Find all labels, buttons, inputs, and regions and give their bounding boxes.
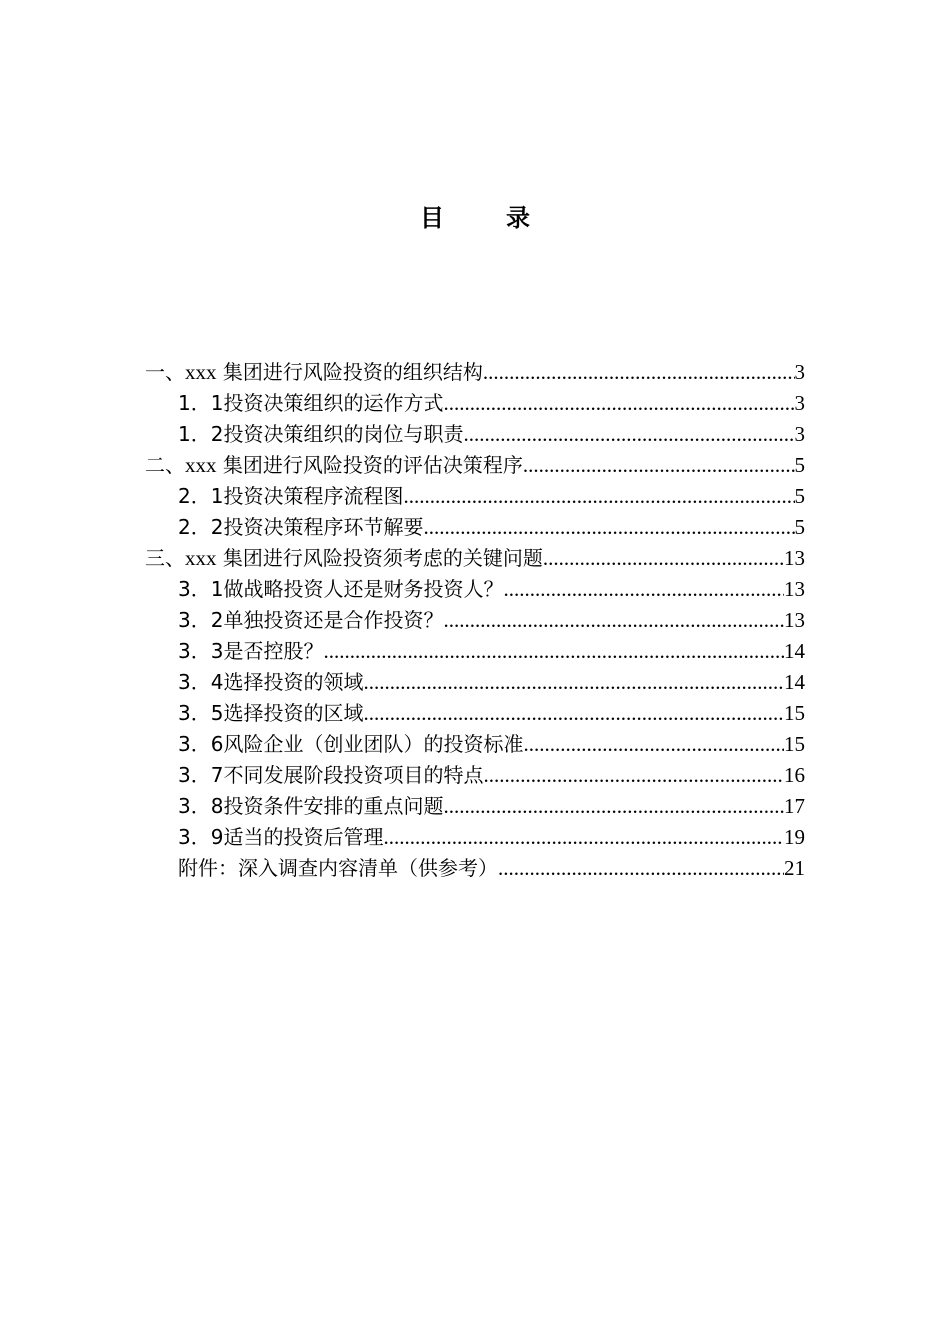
toc-entry-label: 选择投资的领域: [223, 670, 364, 694]
toc-entry[interactable]: [178, 760, 805, 791]
toc-entry-text: [178, 698, 363, 729]
toc-entry[interactable]: [178, 636, 805, 667]
toc-page-number: 21: [784, 856, 805, 880]
toc-entry-label: 投资决策程序流程图: [223, 484, 404, 508]
toc-entry-label: 集团进行风险投资的组织结构: [222, 360, 483, 384]
toc-entry-prefix: 二、: [145, 453, 185, 477]
toc-entry-latin: xxx: [185, 453, 217, 477]
toc-entry[interactable]: [178, 822, 805, 853]
toc-entry-text: [145, 543, 543, 574]
toc-page-number: 3: [794, 391, 805, 415]
toc-entry[interactable]: [178, 481, 805, 512]
toc-leader-dots: [523, 450, 795, 481]
toc-entry-text: [178, 605, 443, 636]
toc-page-number: 19: [784, 825, 805, 849]
toc-entry[interactable]: [145, 450, 805, 481]
toc-entry-prefix: 三、: [145, 546, 185, 570]
toc-entry-label: 投资决策组织的运作方式: [223, 391, 444, 415]
toc-entry[interactable]: [178, 574, 805, 605]
toc-leader-dots: [523, 729, 784, 760]
toc-page-number: 13: [784, 546, 805, 570]
toc-entry-text: [178, 791, 443, 822]
toc-entry-label: 投资决策组织的岗位与职责: [223, 422, 464, 446]
toc-page-number: 15: [784, 701, 805, 725]
toc-entry[interactable]: [178, 388, 805, 419]
toc-entry-label: 是否控股？: [223, 639, 324, 663]
toc-entry-text: [178, 481, 403, 512]
toc-entry[interactable]: [178, 605, 805, 636]
toc-page-number: 15: [784, 732, 805, 756]
toc-page-number: 16: [784, 763, 805, 787]
toc-entry-label: 集团进行风险投资的评估决策程序: [222, 453, 523, 477]
toc-leader-dots: [483, 760, 784, 791]
toc-entry-label: 集团进行风险投资须考虑的关键问题: [222, 546, 543, 570]
toc-entry[interactable]: [145, 357, 805, 388]
toc-entry-prefix: 3．9: [178, 825, 224, 849]
toc-entry-latin: xxx: [185, 360, 217, 384]
toc-entry-text: [178, 760, 483, 791]
toc-entry-prefix: 1．2: [178, 422, 224, 446]
toc-leader-dots: [403, 481, 794, 512]
toc-page-number: 13: [784, 577, 805, 601]
toc-entry-text: [178, 729, 523, 760]
toc-entry-prefix: 附件：: [178, 856, 238, 880]
toc-page-number: 14: [784, 670, 805, 694]
toc-entry-prefix: 2．1: [178, 484, 224, 508]
toc-leader-dots: [483, 357, 795, 388]
toc-leader-dots: [363, 667, 784, 698]
toc-entry-label: 适当的投资后管理: [223, 825, 384, 849]
toc-entry-text: [178, 667, 363, 698]
toc-entry[interactable]: [145, 543, 805, 574]
toc-entry-label: 风险企业（创业团队）的投资标准: [223, 732, 524, 756]
toc-leader-dots: [503, 574, 784, 605]
toc-entry-text: [178, 512, 423, 543]
toc-leader-dots: [383, 822, 784, 853]
toc-entry-prefix: 3．6: [178, 732, 224, 756]
toc-entry-label: 选择投资的区域: [223, 701, 364, 725]
toc-leader-dots: [443, 388, 794, 419]
toc-entry-text: [178, 419, 463, 450]
toc-entry-prefix: 1．1: [178, 391, 224, 415]
toc-entry-text: [178, 853, 498, 884]
toc-entry[interactable]: [178, 853, 805, 884]
toc-entry-prefix: 3．3: [178, 639, 224, 663]
toc-entry-latin: xxx: [185, 546, 217, 570]
toc-page-number: 5: [794, 453, 805, 477]
toc-entry-text: [145, 357, 483, 388]
toc-entry-text: [178, 388, 443, 419]
toc-page-number: 14: [784, 639, 805, 663]
toc-title-char-2: 录: [506, 204, 530, 232]
toc-entry-label: 做战略投资人还是财务投资人？: [223, 577, 504, 601]
toc-entry-text: [145, 450, 523, 481]
toc-entry-text: [178, 636, 323, 667]
toc-entry[interactable]: [178, 729, 805, 760]
toc-entry[interactable]: [178, 667, 805, 698]
toc-entry-label: 深入调查内容清单（供参考）: [238, 856, 498, 880]
toc-entry-text: [178, 574, 503, 605]
toc-title-char-1: 目: [420, 204, 444, 232]
toc-entry[interactable]: [178, 512, 805, 543]
toc-leader-dots: [498, 853, 784, 884]
toc-leader-dots: [423, 512, 794, 543]
toc-leader-dots: [443, 605, 784, 636]
toc-entry[interactable]: [178, 419, 805, 450]
toc-entry[interactable]: [178, 698, 805, 729]
toc-entry-label: 投资决策程序环节解要: [223, 515, 424, 539]
toc-page-number: 5: [794, 515, 805, 539]
toc-leader-dots: [463, 419, 794, 450]
toc-page-number: 3: [794, 422, 805, 446]
toc-entry-text: [178, 822, 383, 853]
toc-title: [0, 201, 950, 235]
toc-entry-prefix: 3．8: [178, 794, 224, 818]
toc-page-number: 3: [794, 360, 805, 384]
toc-entry-prefix: 3．4: [178, 670, 224, 694]
toc-leader-dots: [323, 636, 784, 667]
toc-entry-label: 投资条件安排的重点问题: [223, 794, 444, 818]
toc-leader-dots: [443, 791, 784, 822]
toc-entry-prefix: 3．2: [178, 608, 224, 632]
toc-entry-prefix: 3．7: [178, 763, 224, 787]
toc-entry-prefix: 一、: [145, 360, 185, 384]
toc-leader-dots: [543, 543, 784, 574]
toc-entry-prefix: 3．1: [178, 577, 224, 601]
toc-entry-prefix: 2．2: [178, 515, 224, 539]
toc-entry-label: 不同发展阶段投资项目的特点: [223, 763, 484, 787]
toc-page-number: 5: [794, 484, 805, 508]
toc-entry-label: 单独投资还是合作投资？: [223, 608, 444, 632]
toc-page-number: 17: [784, 794, 805, 818]
toc-leader-dots: [363, 698, 784, 729]
toc-page-number: 13: [784, 608, 805, 632]
toc-entry-prefix: 3．5: [178, 701, 224, 725]
toc-entry[interactable]: [178, 791, 805, 822]
